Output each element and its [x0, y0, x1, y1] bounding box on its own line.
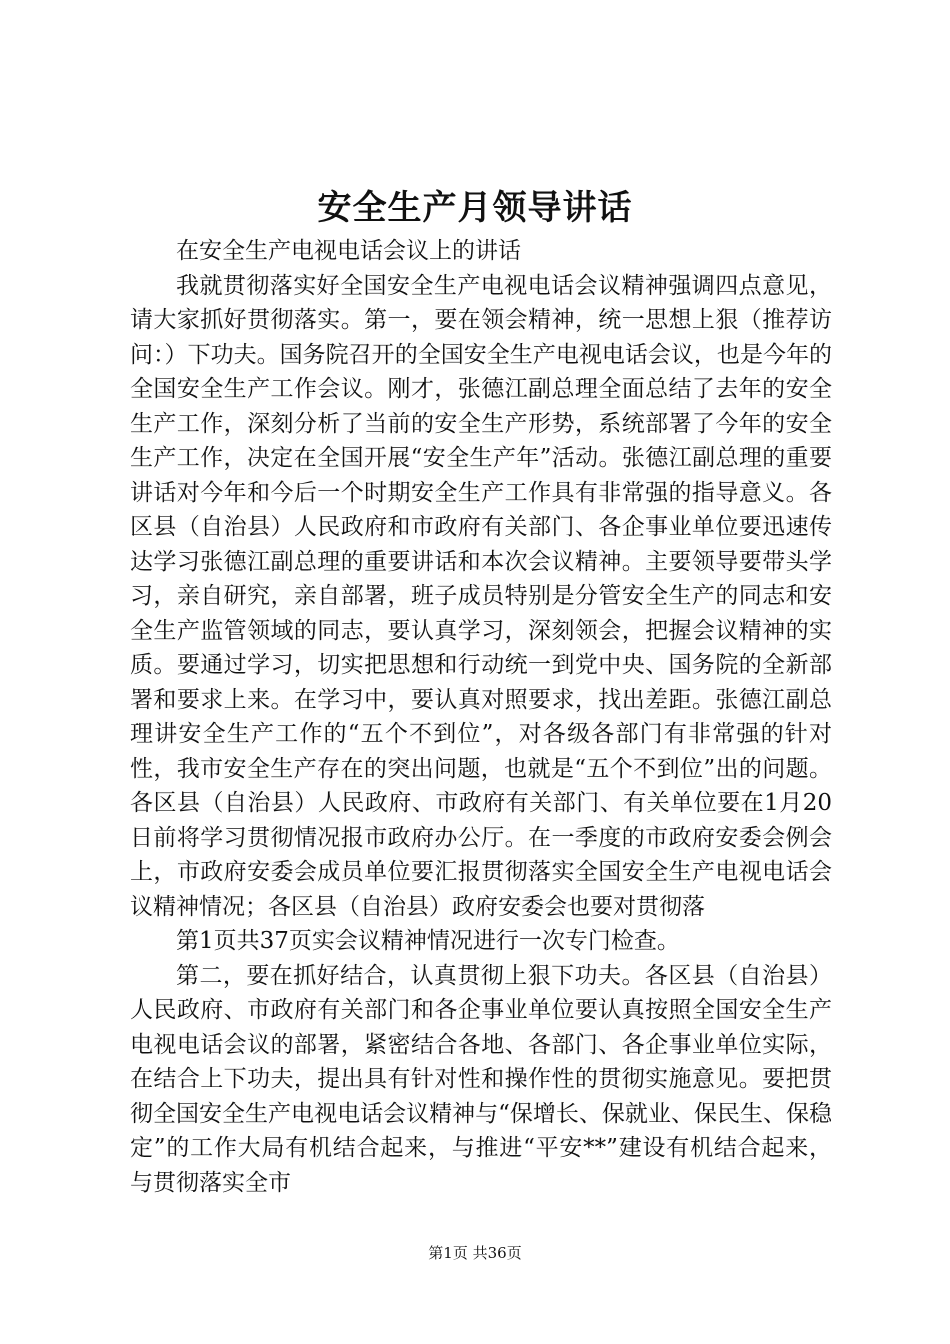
- body-paragraph: 第二，要在抓好结合，认真贯彻上狠下功夫。各区县（自治县）人民政府、市政府有关部门和各企事业单位要认真按照全国安全生产电视电话会议的部署，紧密结合各地、各部门、各企事业单位实际，在结合上下功夫，提出具有针对性和操作性的贯彻实施意见。要把贯彻全国安全生产电视电话会议精神与“保增长、保就业、保民生、保稳定”的工作大局有机结合起来，与推进“平安**”建设有机结合起来，与贯彻落实全市: [130, 962, 832, 1196]
- body-paragraph: 我就贯彻落实好全国安全生产电视电话会议精神强调四点意见，请大家抓好贯彻落实。第一，要在领会精神，统一思想上狠（推荐访问：）下功夫。国务院召开的全国安全生产电视电话会议，也是今年的全国安全生产工作会议。刚才，张德江副总理全面总结了去年的安全生产工作，深刻分析了当前的安全生产形势，系统部署了今年的安全生产工作，决定在全国开展“安全生产年”活动。张德江副总理的重要讲话对今年和今后一个时期安全生产工作具有非常强的指导意义。各区县（自治县）人民政府和市政府有关部门、各企事业单位要迅速传达学习张德江副总理的重要讲话和本次会议精神。主要领导要带头学习，亲自研究，亲自部署，班子成员特别是分管安全生产的同志和安全生产监管领域的同志，要认真学习，深刻领会，把握会议精神的实质。要通过学习，切实把思想和行动统一到党中央、国务院的全新部署和要求上来。在学习中，要认真对照要求，找出差距。张德江副总理讲安全生产工作的“五个不到位”，对各级各部门有非常强的针对性，我市安全生产存在的突出问题，也就是“五个不到位”出的问题。各区县（自治县）人民政府、市政府有关部门、有关单位要在1月20日前将学习贯彻情况报市政府办公厅。在一季度的市政府安委会例会上，市政府安委会成员单位要汇报贯彻落实全国安全生产电视电话会议精神情况；各区县（自治县）政府安委会也要对贯彻落: [130, 272, 832, 920]
- speech-subtitle: 在安全生产电视电话会议上的讲话: [176, 238, 521, 264]
- document-body: [130, 234, 832, 1200]
- document-title: 安全生产月领导讲话: [317, 188, 633, 228]
- page-footer: 第1页 共36页: [428, 1244, 522, 1262]
- body-paragraph: 第1页共37页实会议精神情况进行一次专门检查。: [176, 928, 680, 954]
